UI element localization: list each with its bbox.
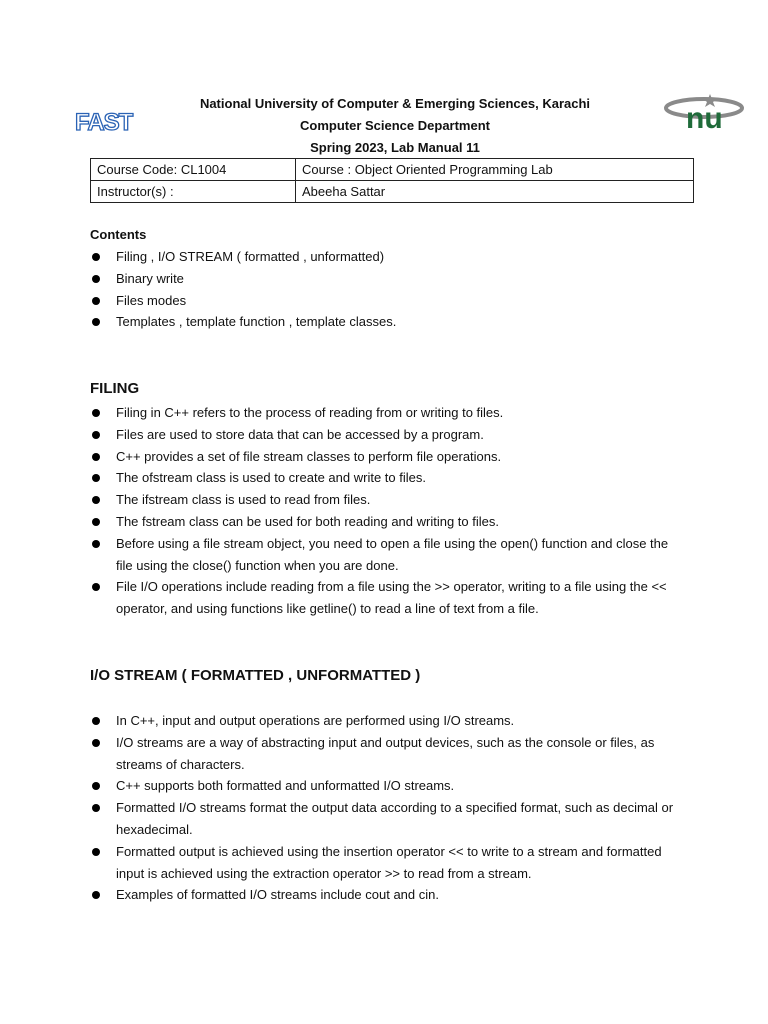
course-code-cell: Course Code: CL1004: [91, 159, 296, 181]
nu-logo-text: nu: [686, 102, 723, 135]
list-item: The ofstream class is used to create and write to files.: [90, 467, 680, 489]
table-row: [91, 181, 694, 203]
filing-list: [90, 402, 680, 620]
course-name-cell: Course : Object Oriented Programming Lab: [296, 159, 694, 181]
bullet-icon: [92, 782, 100, 790]
bullet-icon: [92, 891, 100, 899]
bullet-icon: [92, 409, 100, 417]
list-item: The fstream class can be used for both reading and writing to files.: [90, 511, 680, 533]
filing-heading: FILING: [90, 380, 140, 397]
list-item: Filing in C++ refers to the process of reading from or writing to files.: [90, 402, 680, 424]
list-item: I/O streams are a way of abstracting input and output devices, such as the console or files, as streams of characters.: [90, 732, 680, 776]
table-row: [91, 159, 694, 181]
bullet-icon: [92, 540, 100, 548]
bullet-icon: [92, 583, 100, 591]
bullet-icon: [92, 253, 100, 261]
list-item: Formatted I/O streams format the output data according to a specified format, such as decimal or hexadecimal.: [90, 797, 680, 841]
io-stream-heading: I/O STREAM ( FORMATTED , UNFORMATTED ): [90, 667, 421, 684]
list-item: Filing , I/O STREAM ( formatted , unformatted): [90, 246, 680, 268]
list-item: Files modes: [90, 290, 680, 312]
fast-logo-text: FAST: [75, 109, 133, 136]
bullet-icon: [92, 275, 100, 283]
contents-heading: Contents: [90, 227, 147, 242]
bullet-icon: [92, 474, 100, 482]
bullet-icon: [92, 297, 100, 305]
course-info-table: [90, 158, 694, 203]
bullet-icon: [92, 717, 100, 725]
manual-title: Spring 2023, Lab Manual 11: [310, 140, 480, 155]
fast-logo: [74, 106, 133, 136]
department-name: Computer Science Department: [300, 118, 490, 133]
list-item: Formatted output is achieved using the insertion operator << to write to a stream and formatted input is achieved using the extraction operator >> to read from a stream.: [90, 841, 680, 885]
instructor-label-cell: Instructor(s) :: [91, 181, 296, 203]
io-stream-list: [90, 710, 680, 906]
bullet-icon: [92, 496, 100, 504]
bullet-icon: [92, 318, 100, 326]
bullet-icon: [92, 848, 100, 856]
bullet-icon: [92, 518, 100, 526]
list-item: Before using a file stream object, you need to open a file using the open() function and close the file using the close() function when you are done.: [90, 533, 680, 577]
bullet-icon: [92, 804, 100, 812]
bullet-icon: [92, 453, 100, 461]
list-item: C++ supports both formatted and unformatted I/O streams.: [90, 775, 680, 797]
instructor-name-cell: Abeeha Sattar: [296, 181, 694, 203]
list-item: Templates , template function , template classes.: [90, 311, 680, 333]
list-item: Files are used to store data that can be accessed by a program.: [90, 424, 680, 446]
list-item: Binary write: [90, 268, 680, 290]
contents-list: [90, 246, 680, 333]
bullet-icon: [92, 739, 100, 747]
list-item: In C++, input and output operations are performed using I/O streams.: [90, 710, 680, 732]
nu-logo: [664, 92, 750, 135]
list-item: C++ provides a set of file stream classes to perform file operations.: [90, 446, 680, 468]
bullet-icon: [92, 431, 100, 439]
university-name: National University of Computer & Emerging Sciences, Karachi: [199, 96, 591, 111]
list-item: File I/O operations include reading from a file using the >> operator, writing to a file using the << operator, and using functions like getline() to read a line of text from a file.: [90, 576, 680, 620]
list-item: Examples of formatted I/O streams include cout and cin.: [90, 884, 680, 906]
list-item: The ifstream class is used to read from files.: [90, 489, 680, 511]
document-header: [150, 93, 640, 159]
